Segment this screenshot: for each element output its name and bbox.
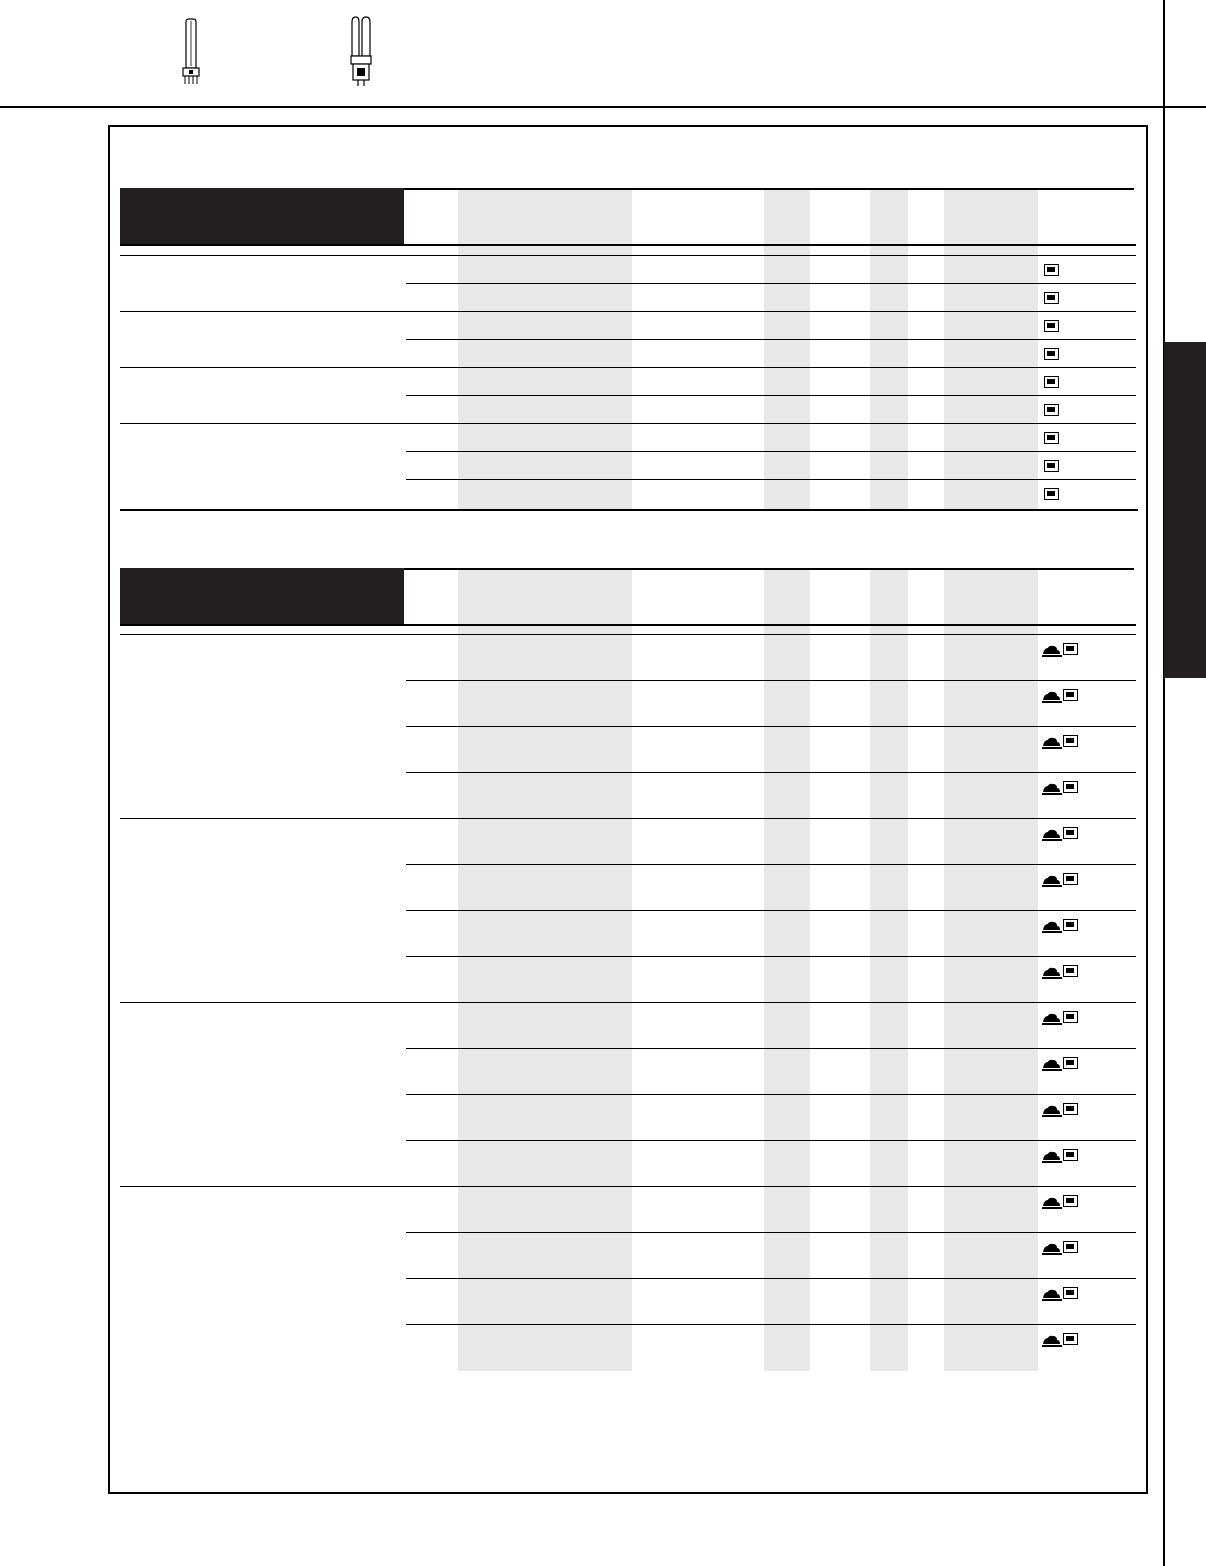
cri-icon bbox=[1044, 404, 1059, 416]
table-row bbox=[120, 1232, 1136, 1278]
table-1-bottom-rule bbox=[120, 509, 1138, 511]
cri-icon bbox=[1063, 1241, 1078, 1253]
tree-icon bbox=[1042, 1334, 1062, 1346]
tree-icon bbox=[1042, 1012, 1062, 1024]
tree-icon bbox=[1042, 782, 1062, 794]
cri-icon bbox=[1044, 432, 1059, 444]
table-row bbox=[120, 255, 1136, 283]
table-row bbox=[120, 910, 1136, 956]
table-row bbox=[120, 423, 1136, 451]
header-rule bbox=[0, 106, 1206, 108]
table-1-header-block bbox=[120, 188, 404, 244]
tree-icon bbox=[1042, 1288, 1062, 1300]
table-row bbox=[120, 1186, 1136, 1232]
tree-icon bbox=[1042, 690, 1062, 702]
cri-icon bbox=[1063, 965, 1078, 977]
cri-icon bbox=[1063, 919, 1078, 931]
lamp-2pin-icon bbox=[348, 16, 374, 88]
table-1-header-rule bbox=[120, 244, 1136, 246]
tree-icon bbox=[1042, 828, 1062, 840]
table-row bbox=[120, 479, 1136, 507]
cri-icon bbox=[1063, 827, 1078, 839]
tree-icon bbox=[1042, 644, 1062, 656]
cri-icon bbox=[1044, 348, 1059, 360]
cri-icon bbox=[1063, 1011, 1078, 1023]
tree-icon bbox=[1042, 1242, 1062, 1254]
cri-icon bbox=[1063, 1287, 1078, 1299]
table-row bbox=[120, 818, 1136, 864]
tree-icon bbox=[1042, 1058, 1062, 1070]
table-row bbox=[120, 864, 1136, 910]
table-row bbox=[120, 311, 1136, 339]
cri-icon bbox=[1044, 292, 1059, 304]
table-row bbox=[120, 680, 1136, 726]
cri-icon bbox=[1063, 873, 1078, 885]
table-row bbox=[120, 1002, 1136, 1048]
table-row bbox=[120, 1278, 1136, 1324]
lamp-4pin-icon bbox=[178, 18, 204, 88]
table-row bbox=[120, 367, 1136, 395]
table-2-header-block bbox=[120, 568, 404, 624]
tree-icon bbox=[1042, 1104, 1062, 1116]
cri-icon bbox=[1063, 735, 1078, 747]
tree-icon bbox=[1042, 966, 1062, 978]
table-2-header-rule bbox=[120, 624, 1136, 626]
cri-icon bbox=[1063, 1333, 1078, 1345]
table-row bbox=[120, 451, 1136, 479]
table-row bbox=[120, 1140, 1136, 1186]
table-row bbox=[120, 1048, 1136, 1094]
table-row bbox=[120, 395, 1136, 423]
cri-icon bbox=[1044, 460, 1059, 472]
cri-icon bbox=[1063, 1149, 1078, 1161]
table-row bbox=[120, 1094, 1136, 1140]
tree-icon bbox=[1042, 736, 1062, 748]
table-row bbox=[120, 772, 1136, 818]
cri-icon bbox=[1044, 488, 1059, 500]
section-side-tab bbox=[1164, 342, 1206, 678]
cri-icon bbox=[1063, 1195, 1078, 1207]
table-row bbox=[120, 956, 1136, 1002]
table-row bbox=[120, 283, 1136, 311]
cri-icon bbox=[1063, 689, 1078, 701]
table-row bbox=[120, 1324, 1136, 1370]
cri-icon bbox=[1063, 1103, 1078, 1115]
cri-icon bbox=[1063, 1057, 1078, 1069]
table-row bbox=[120, 339, 1136, 367]
cri-icon bbox=[1044, 376, 1059, 388]
table-row bbox=[120, 726, 1136, 772]
tree-icon bbox=[1042, 1196, 1062, 1208]
cri-icon bbox=[1063, 781, 1078, 793]
page-margin-rule bbox=[1163, 0, 1165, 1566]
tree-icon bbox=[1042, 1150, 1062, 1162]
cri-icon bbox=[1044, 264, 1059, 276]
tree-icon bbox=[1042, 920, 1062, 932]
table-row bbox=[120, 634, 1136, 680]
cri-icon bbox=[1063, 643, 1078, 655]
tree-icon bbox=[1042, 874, 1062, 886]
cri-icon bbox=[1044, 320, 1059, 332]
